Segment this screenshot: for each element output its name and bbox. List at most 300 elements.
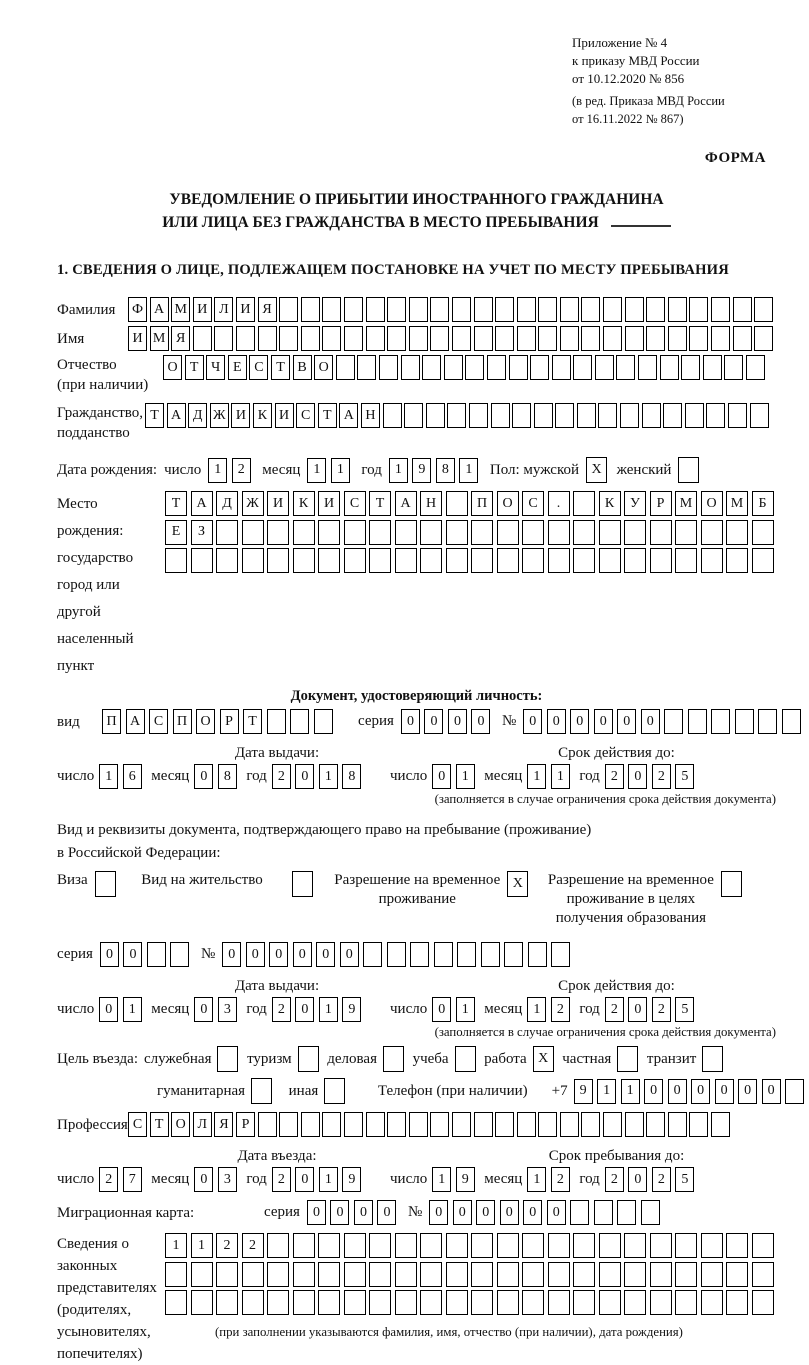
cell[interactable] [726, 1262, 748, 1287]
cell[interactable] [646, 326, 665, 351]
cell[interactable] [324, 1078, 345, 1104]
cell[interactable]: 2 [551, 1167, 570, 1192]
cell[interactable]: О [701, 491, 723, 516]
cell[interactable]: 0 [668, 1079, 687, 1104]
cell[interactable] [267, 709, 286, 734]
cell[interactable] [395, 1233, 417, 1258]
cell[interactable]: 1 [389, 458, 408, 483]
cell[interactable]: С [249, 355, 268, 380]
cell[interactable] [217, 1046, 238, 1072]
cell[interactable]: 2 [216, 1233, 238, 1258]
cell[interactable] [267, 1262, 289, 1287]
cell[interactable]: Д [216, 491, 238, 516]
cell[interactable]: 9 [342, 997, 361, 1022]
cell[interactable] [560, 1112, 579, 1137]
cell[interactable] [641, 1200, 660, 1225]
cell[interactable] [752, 1262, 774, 1287]
cell[interactable]: 9 [456, 1167, 475, 1192]
cell[interactable]: 0 [340, 942, 359, 967]
cell[interactable] [594, 1200, 613, 1225]
cell[interactable] [404, 403, 423, 428]
cell[interactable] [344, 1262, 366, 1287]
cell[interactable] [242, 1262, 264, 1287]
cell[interactable] [552, 355, 571, 380]
cell[interactable] [573, 1262, 595, 1287]
cell[interactable]: 1 [99, 764, 118, 789]
cell[interactable]: 1 [165, 1233, 187, 1258]
cell[interactable]: 1 [319, 1167, 338, 1192]
cell[interactable] [726, 1290, 748, 1315]
cell[interactable] [603, 297, 622, 322]
cell[interactable] [650, 1233, 672, 1258]
cell[interactable] [675, 548, 697, 573]
cell[interactable] [487, 355, 506, 380]
cell[interactable] [528, 942, 547, 967]
cell[interactable] [758, 709, 777, 734]
cell[interactable] [301, 1112, 320, 1137]
cell[interactable] [689, 1112, 708, 1137]
cell[interactable] [735, 709, 754, 734]
cell[interactable]: 1 [307, 458, 326, 483]
cell[interactable] [471, 520, 493, 545]
cell[interactable]: 2 [272, 997, 291, 1022]
cell[interactable]: О [314, 355, 333, 380]
cell[interactable] [214, 326, 233, 351]
cell[interactable]: С [296, 403, 315, 428]
cell[interactable] [363, 942, 382, 967]
cell[interactable]: Я [214, 1112, 233, 1137]
cell[interactable] [570, 1200, 589, 1225]
cell[interactable]: 0 [432, 997, 451, 1022]
cell[interactable]: И [193, 297, 212, 322]
cell[interactable] [650, 520, 672, 545]
cell[interactable] [650, 1262, 672, 1287]
cell[interactable]: Т [271, 355, 290, 380]
cell[interactable] [420, 520, 442, 545]
cell[interactable]: 0 [691, 1079, 710, 1104]
cell[interactable]: 2 [272, 764, 291, 789]
cell[interactable] [447, 403, 466, 428]
cell[interactable]: С [344, 491, 366, 516]
cell[interactable] [267, 1233, 289, 1258]
cell[interactable] [548, 1233, 570, 1258]
cell[interactable]: 1 [123, 997, 142, 1022]
cell[interactable] [293, 1290, 315, 1315]
cell[interactable]: Б [752, 491, 774, 516]
cell[interactable] [497, 1290, 519, 1315]
cell[interactable]: 0 [500, 1200, 519, 1225]
cell[interactable] [517, 297, 536, 322]
cell[interactable]: 0 [293, 942, 312, 967]
cell[interactable] [522, 520, 544, 545]
cell[interactable] [752, 1233, 774, 1258]
cell[interactable] [191, 548, 213, 573]
cell[interactable] [165, 1262, 187, 1287]
cell[interactable]: Т [185, 355, 204, 380]
cell[interactable]: 1 [597, 1079, 616, 1104]
cell[interactable] [357, 355, 376, 380]
cell[interactable] [664, 709, 683, 734]
cell[interactable]: И [236, 297, 255, 322]
cell[interactable]: П [173, 709, 192, 734]
cell[interactable] [560, 326, 579, 351]
cell[interactable] [581, 326, 600, 351]
cell[interactable]: 1 [432, 1167, 451, 1192]
cell[interactable]: 1 [319, 997, 338, 1022]
cell[interactable]: И [231, 403, 250, 428]
cell[interactable]: 5 [675, 764, 694, 789]
cell[interactable]: 1 [319, 764, 338, 789]
cell[interactable] [293, 1262, 315, 1287]
cell[interactable] [471, 1262, 493, 1287]
cell[interactable] [410, 942, 429, 967]
cell[interactable] [401, 355, 420, 380]
cell[interactable]: У [624, 491, 646, 516]
cell[interactable] [548, 1290, 570, 1315]
cell[interactable] [581, 1112, 600, 1137]
cell[interactable]: 8 [342, 764, 361, 789]
cell[interactable] [497, 1262, 519, 1287]
cell[interactable]: . [548, 491, 570, 516]
cell[interactable] [675, 1233, 697, 1258]
cell[interactable] [573, 1290, 595, 1315]
cell[interactable] [216, 548, 238, 573]
cell[interactable]: 0 [194, 764, 213, 789]
cell[interactable] [752, 548, 774, 573]
cell[interactable]: 2 [605, 764, 624, 789]
cell[interactable] [702, 1046, 723, 1072]
cell[interactable]: X [507, 871, 528, 897]
cell[interactable] [474, 297, 493, 322]
cell[interactable] [642, 403, 661, 428]
cell[interactable]: 0 [762, 1079, 781, 1104]
cell[interactable] [369, 548, 391, 573]
cell[interactable] [318, 1290, 340, 1315]
cell[interactable]: 0 [222, 942, 241, 967]
cell[interactable] [344, 1290, 366, 1315]
cell[interactable] [455, 1046, 476, 1072]
cell[interactable]: 2 [605, 997, 624, 1022]
cell[interactable] [624, 520, 646, 545]
cell[interactable]: 0 [453, 1200, 472, 1225]
cell[interactable] [711, 326, 730, 351]
cell[interactable] [301, 326, 320, 351]
cell[interactable]: Т [165, 491, 187, 516]
cell[interactable] [322, 297, 341, 322]
cell[interactable] [426, 403, 445, 428]
cell[interactable]: М [726, 491, 748, 516]
cell[interactable] [216, 520, 238, 545]
cell[interactable] [603, 326, 622, 351]
cell[interactable] [703, 355, 722, 380]
cell[interactable]: 0 [100, 942, 119, 967]
cell[interactable] [689, 297, 708, 322]
cell[interactable] [509, 355, 528, 380]
cell[interactable] [522, 1290, 544, 1315]
cell[interactable]: 0 [523, 709, 542, 734]
cell[interactable] [625, 326, 644, 351]
cell[interactable] [409, 297, 428, 322]
cell[interactable] [711, 297, 730, 322]
cell[interactable]: 1 [208, 458, 227, 483]
cell[interactable]: 5 [675, 1167, 694, 1192]
cell[interactable]: 9 [342, 1167, 361, 1192]
cell[interactable] [446, 491, 468, 516]
cell[interactable] [387, 942, 406, 967]
cell[interactable] [366, 297, 385, 322]
cell[interactable] [538, 1112, 557, 1137]
cell[interactable] [471, 1290, 493, 1315]
cell[interactable] [752, 1290, 774, 1315]
cell[interactable] [446, 1262, 468, 1287]
cell[interactable] [617, 1200, 636, 1225]
cell[interactable]: 0 [316, 942, 335, 967]
cell[interactable] [534, 403, 553, 428]
cell[interactable] [318, 548, 340, 573]
cell[interactable] [322, 326, 341, 351]
cell[interactable] [452, 297, 471, 322]
cell[interactable] [625, 297, 644, 322]
cell[interactable] [497, 548, 519, 573]
cell[interactable]: С [149, 709, 168, 734]
cell[interactable] [721, 871, 742, 897]
cell[interactable] [369, 520, 391, 545]
cell[interactable] [688, 709, 707, 734]
cell[interactable] [279, 326, 298, 351]
cell[interactable] [701, 520, 723, 545]
cell[interactable] [726, 548, 748, 573]
cell[interactable]: 0 [471, 709, 490, 734]
cell[interactable] [522, 1233, 544, 1258]
cell[interactable]: 0 [194, 997, 213, 1022]
cell[interactable] [754, 326, 773, 351]
cell[interactable] [497, 520, 519, 545]
cell[interactable]: 0 [246, 942, 265, 967]
cell[interactable] [675, 520, 697, 545]
cell[interactable]: И [267, 491, 289, 516]
cell[interactable] [603, 1112, 622, 1137]
cell[interactable]: 3 [218, 997, 237, 1022]
cell[interactable] [573, 1233, 595, 1258]
cell[interactable]: 5 [675, 997, 694, 1022]
cell[interactable] [165, 1290, 187, 1315]
cell[interactable] [752, 520, 774, 545]
cell[interactable] [446, 548, 468, 573]
cell[interactable]: 2 [232, 458, 251, 483]
cell[interactable]: 0 [424, 709, 443, 734]
cell[interactable]: 1 [551, 764, 570, 789]
cell[interactable] [617, 1046, 638, 1072]
cell[interactable] [322, 1112, 341, 1137]
cell[interactable] [395, 1290, 417, 1315]
cell[interactable] [236, 326, 255, 351]
cell[interactable] [573, 520, 595, 545]
cell[interactable]: С [128, 1112, 147, 1137]
cell[interactable]: 0 [429, 1200, 448, 1225]
cell[interactable] [292, 871, 313, 897]
cell[interactable]: 0 [547, 1200, 566, 1225]
cell[interactable] [395, 520, 417, 545]
cell[interactable]: 1 [191, 1233, 213, 1258]
cell[interactable] [383, 403, 402, 428]
cell[interactable] [457, 942, 476, 967]
cell[interactable]: И [275, 403, 294, 428]
cell[interactable] [495, 297, 514, 322]
cell[interactable]: Т [243, 709, 262, 734]
cell[interactable] [170, 942, 189, 967]
cell[interactable]: П [102, 709, 121, 734]
cell[interactable]: 0 [448, 709, 467, 734]
cell[interactable]: 3 [218, 1167, 237, 1192]
cell[interactable] [258, 1112, 277, 1137]
cell[interactable]: А [167, 403, 186, 428]
cell[interactable]: Е [165, 520, 187, 545]
cell[interactable] [595, 355, 614, 380]
cell[interactable] [465, 355, 484, 380]
cell[interactable] [733, 297, 752, 322]
cell[interactable] [242, 520, 264, 545]
cell[interactable] [573, 548, 595, 573]
cell[interactable] [242, 1290, 264, 1315]
cell[interactable] [650, 1290, 672, 1315]
cell[interactable] [581, 297, 600, 322]
cell[interactable] [471, 548, 493, 573]
cell[interactable] [344, 326, 363, 351]
cell[interactable] [495, 1112, 514, 1137]
cell[interactable]: 0 [123, 942, 142, 967]
cell[interactable]: Е [228, 355, 247, 380]
cell[interactable] [444, 355, 463, 380]
cell[interactable] [491, 403, 510, 428]
cell[interactable]: Ж [210, 403, 229, 428]
cell[interactable]: 2 [99, 1167, 118, 1192]
cell[interactable] [668, 297, 687, 322]
cell[interactable] [267, 520, 289, 545]
cell[interactable] [420, 1290, 442, 1315]
cell[interactable]: 0 [644, 1079, 663, 1104]
cell[interactable] [728, 403, 747, 428]
cell[interactable]: А [395, 491, 417, 516]
cell[interactable] [474, 1112, 493, 1137]
cell[interactable]: 0 [628, 997, 647, 1022]
cell[interactable]: 1 [331, 458, 350, 483]
cell[interactable]: 1 [459, 458, 478, 483]
cell[interactable] [701, 1262, 723, 1287]
cell[interactable] [668, 326, 687, 351]
cell[interactable]: 0 [194, 1167, 213, 1192]
cell[interactable] [344, 548, 366, 573]
cell[interactable] [724, 355, 743, 380]
cell[interactable]: М [675, 491, 697, 516]
cell[interactable] [165, 548, 187, 573]
cell[interactable] [369, 1290, 391, 1315]
cell[interactable] [599, 520, 621, 545]
cell[interactable]: 0 [617, 709, 636, 734]
cell[interactable]: О [497, 491, 519, 516]
cell[interactable] [782, 709, 801, 734]
cell[interactable]: А [150, 297, 169, 322]
cell[interactable] [420, 1262, 442, 1287]
cell[interactable]: 0 [715, 1079, 734, 1104]
cell[interactable]: П [471, 491, 493, 516]
cell[interactable] [395, 1262, 417, 1287]
cell[interactable] [446, 1290, 468, 1315]
cell[interactable] [191, 1262, 213, 1287]
cell[interactable] [469, 403, 488, 428]
cell[interactable]: 0 [476, 1200, 495, 1225]
cell[interactable] [624, 1290, 646, 1315]
cell[interactable] [726, 1233, 748, 1258]
cell[interactable] [624, 1233, 646, 1258]
cell[interactable]: 0 [401, 709, 420, 734]
cell[interactable]: Я [258, 297, 277, 322]
cell[interactable] [471, 1233, 493, 1258]
cell[interactable] [344, 520, 366, 545]
cell[interactable] [663, 403, 682, 428]
cell[interactable]: Ж [242, 491, 264, 516]
cell[interactable]: А [339, 403, 358, 428]
cell[interactable] [318, 1233, 340, 1258]
cell[interactable] [624, 1262, 646, 1287]
cell[interactable]: М [171, 297, 190, 322]
cell[interactable] [620, 403, 639, 428]
cell[interactable]: Д [188, 403, 207, 428]
cell[interactable] [318, 1262, 340, 1287]
cell[interactable]: В [293, 355, 312, 380]
cell[interactable] [625, 1112, 644, 1137]
cell[interactable] [366, 1112, 385, 1137]
cell[interactable] [430, 1112, 449, 1137]
cell[interactable] [689, 326, 708, 351]
cell[interactable] [409, 326, 428, 351]
cell[interactable] [95, 871, 116, 897]
cell[interactable] [548, 520, 570, 545]
cell[interactable] [530, 355, 549, 380]
cell[interactable] [785, 1079, 804, 1104]
cell[interactable] [369, 1262, 391, 1287]
cell[interactable]: Н [420, 491, 442, 516]
cell[interactable] [504, 942, 523, 967]
cell[interactable] [242, 548, 264, 573]
cell[interactable] [701, 548, 723, 573]
cell[interactable] [548, 548, 570, 573]
cell[interactable] [512, 403, 531, 428]
cell[interactable]: Р [650, 491, 672, 516]
cell[interactable] [446, 520, 468, 545]
cell[interactable] [573, 355, 592, 380]
cell[interactable]: А [126, 709, 145, 734]
cell[interactable] [675, 1290, 697, 1315]
cell[interactable] [383, 1046, 404, 1072]
cell[interactable] [344, 1233, 366, 1258]
cell[interactable] [646, 1112, 665, 1137]
cell[interactable] [538, 297, 557, 322]
cell[interactable]: К [253, 403, 272, 428]
cell[interactable]: 2 [272, 1167, 291, 1192]
cell[interactable]: 0 [547, 709, 566, 734]
cell[interactable] [624, 548, 646, 573]
cell[interactable] [147, 942, 166, 967]
cell[interactable] [497, 1233, 519, 1258]
cell[interactable]: 2 [652, 764, 671, 789]
cell[interactable] [517, 326, 536, 351]
cell[interactable] [452, 1112, 471, 1137]
cell[interactable] [675, 1262, 697, 1287]
cell[interactable] [650, 548, 672, 573]
cell[interactable]: Л [214, 297, 233, 322]
cell[interactable]: Я [171, 326, 190, 351]
cell[interactable]: 0 [295, 1167, 314, 1192]
